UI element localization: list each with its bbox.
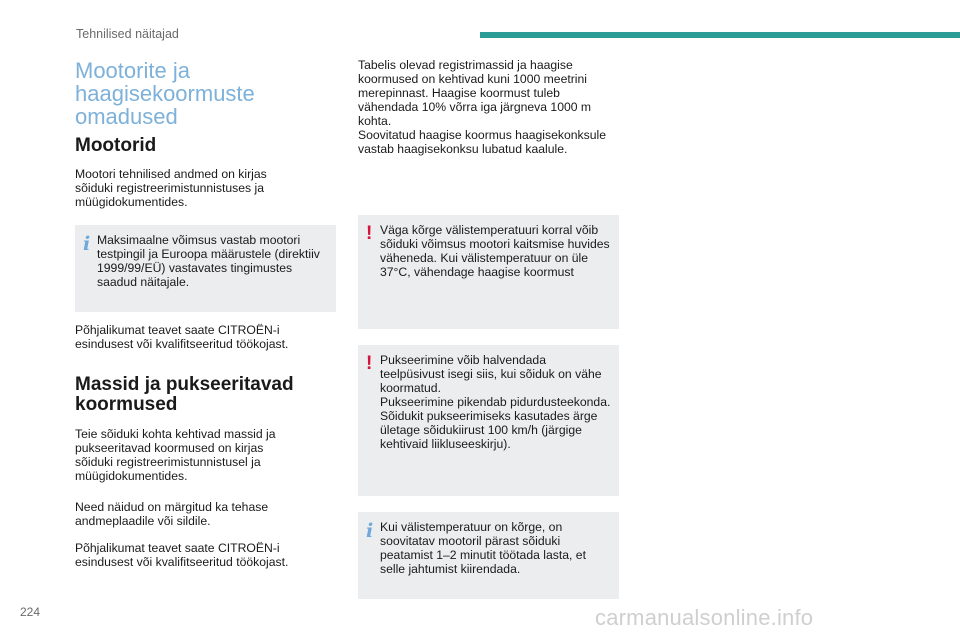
text-line: selle jahtumist kiirendada. [380, 562, 521, 576]
text-line: peatamist 1–2 minutit töötada lasta, et [380, 548, 586, 562]
header-accent-bar [480, 32, 960, 38]
text-line: Põhjalikumat teavet saate CITROËN-i [75, 323, 280, 337]
text-line: koormatud. [380, 381, 441, 395]
text-line: Väga kõrge välistemperatuuri korral võib [380, 223, 599, 237]
text-line: testpingil ja Euroopa määrustele (direktiiv [97, 247, 320, 261]
text-line: koormused on kehtivad kuni 1000 meetrini [358, 72, 587, 86]
text-line: vähendada 10% võrra iga järgneva 1000 m [358, 100, 592, 114]
text-line: pukseeritavad koormused on kirjas [75, 441, 264, 455]
towing-intro-text [358, 58, 606, 156]
warning-box-text [380, 353, 610, 451]
page-title-line: omadused [75, 104, 178, 129]
text-line: sõiduki registreerimistunnistuses ja [75, 181, 264, 195]
masses-text-1 [75, 427, 276, 483]
text-line: Teie sõiduki kohta kehtivad massid ja [75, 427, 276, 441]
info-box-engine-cooling [358, 512, 619, 599]
text-line: väheneda. Kui välistemperatuur on üle [380, 251, 588, 265]
text-line: Sõidukit pukseerimiseks kasutades ärge [380, 409, 598, 423]
watermark: carmanualsonline.info [595, 605, 814, 630]
text-line: Mootori tehnilised andmed on kirjas [75, 167, 267, 181]
info-box-text [380, 520, 586, 576]
text-line: Soovitatud haagise koormus haagisekonksule [358, 128, 606, 142]
warning-box-high-temperature [358, 215, 619, 329]
engines-text [75, 167, 267, 209]
text-line: kehtivaid liikluseeskirju). [380, 437, 511, 451]
info-icon: i [83, 233, 91, 255]
engines-heading: Mootorid [75, 135, 157, 156]
masses-text-2 [75, 500, 268, 528]
page-title-line: haagisekoormuste [75, 81, 255, 106]
heading-line: Massid ja pukseeritavad [75, 374, 294, 395]
more-info-text-2 [75, 541, 288, 569]
text-line: andmeplaadile või sildile. [75, 514, 211, 528]
text-line: 1999/99/EÜ) vastavates tingimustes [97, 261, 293, 275]
heading-line: koormused [75, 394, 178, 415]
warning-icon: ! [366, 223, 373, 244]
warning-box-towing [358, 345, 619, 496]
text-line: esindusest või kvalifitseeritud töökojast. [75, 555, 289, 569]
warning-box-text [380, 223, 610, 279]
text-line: soovitatav mootoril pärast sõiduki [380, 534, 561, 548]
text-line: Maksimaalne võimsus vastab mootori [97, 233, 301, 247]
text-line: sõiduki võimsus mootori kaitsmise huvides [380, 237, 610, 251]
text-line: saadud näitajale. [97, 275, 190, 289]
page-title [75, 59, 345, 128]
text-line: Pukseerimine pikendab pidurdusteekonda. [380, 395, 611, 409]
info-icon: i [366, 520, 374, 542]
text-line: esindusest või kvalifitseeritud töökojast. [75, 337, 289, 351]
text-line: teelpüsivust isegi siis, kui sõiduk on vähe [380, 367, 602, 381]
warning-icon: ! [366, 353, 373, 374]
text-line: sõiduki registreerimistunnistusel ja [75, 455, 261, 469]
text-line: kohta. [358, 114, 392, 128]
section-header: Tehnilised näitajad [76, 27, 179, 41]
text-line: vastab haagisekonksu lubatud kaalule. [358, 142, 568, 156]
text-line: Põhjalikumat teavet saate CITROËN-i [75, 541, 280, 555]
text-line: Pukseerimine võib halvendada [380, 353, 546, 367]
info-box-max-power [75, 225, 336, 312]
text-line: müügidokumentides. [75, 469, 188, 483]
masses-heading [75, 375, 294, 415]
text-line: merepinnast. Haagise koormust tuleb [358, 86, 560, 100]
text-line: Need näidud on märgitud ka tehase [75, 500, 269, 514]
more-info-text-1 [75, 323, 288, 351]
text-line: Kui välistemperatuur on kõrge, on [380, 520, 563, 534]
text-line: ületage sõidukiirust 100 km/h (järgige [380, 423, 582, 437]
page-title-line: Mootorite ja [75, 58, 190, 83]
info-box-text [97, 233, 320, 289]
page-number: 224 [20, 605, 41, 619]
text-line: 37°C, vähendage haagise koormust [380, 265, 574, 279]
text-line: müügidokumentides. [75, 195, 188, 209]
text-line: Tabelis olevad registrimassid ja haagise [358, 58, 573, 72]
